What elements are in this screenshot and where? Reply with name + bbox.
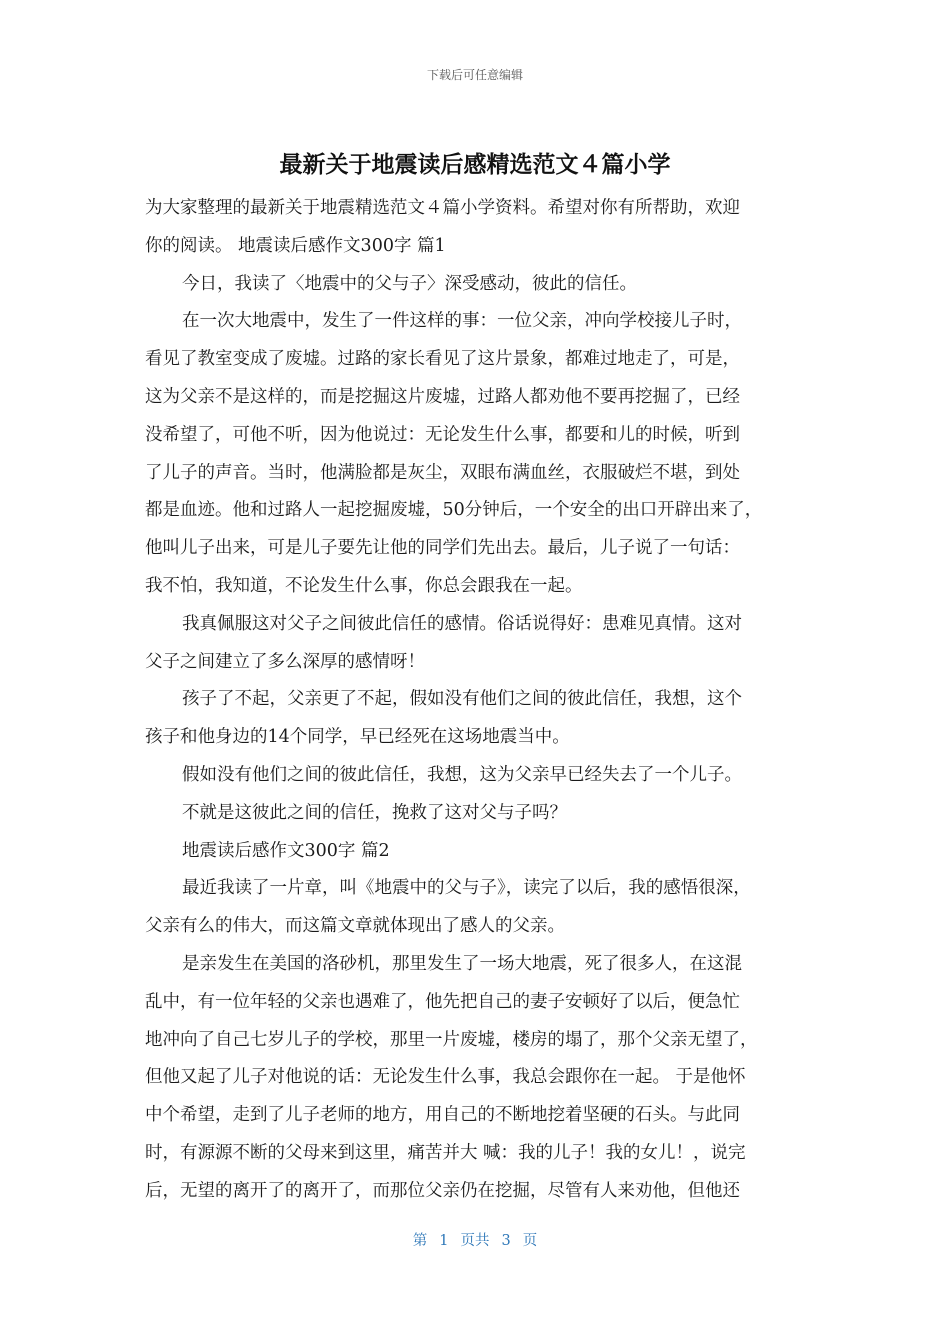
text-line: 后，无望的离开了的离开了，而那位父亲仍在挖掘，尽管有人来劝他，但他还: [145, 1180, 740, 1201]
text-line: 父亲有么的伟大，而这篇文章就体现出了感人的父亲。: [145, 916, 565, 937]
footer-middle: 页共: [460, 1233, 490, 1249]
text-line: 为大家整理的最新关于地震精选范文４篇小学资料。希望对你有所帮助，欢迎: [145, 198, 740, 218]
text-line: 我不怕，我知道，不论发生什么事，你总会跟我在一起。: [145, 575, 583, 596]
text-line: 但他又起了儿子对他说的话：无论发生什么事，我总会跟你在一起。 于是他怀: [145, 1067, 746, 1088]
document-body: [145, 190, 811, 1211]
text-line: 父子之间建立了多么深厚的感情呀！: [145, 651, 425, 672]
page-footer: [0, 1229, 950, 1250]
text-line: 你的阅读。 地震读后感作文300字 篇1: [145, 235, 446, 256]
text-line: 地震读后感作文300字 篇2: [182, 840, 390, 861]
text-line: 了儿子的声音。当时，他满脸都是灰尘，双眼布满血丝，衣服破烂不堪，到处: [145, 462, 740, 483]
text-line: 假如没有他们之间的彼此信任，我想，这为父亲早已经失去了一个儿子。: [182, 764, 742, 785]
text-line: 最近我读了一片章，叫《地震中的父与子》，读完了以后，我的感悟很深，: [182, 878, 751, 899]
header-note: 下载后可任意编辑: [426, 68, 523, 82]
footer-suffix: 页: [522, 1233, 538, 1249]
text-line: 时，有源源不断的父母来到这里，痛苦并大 喊：我的儿子！我的女儿！，说完: [145, 1142, 746, 1163]
text-line: 孩子了不起，父亲更了不起，假如没有他们之间的彼此信任，我想，这个: [182, 689, 742, 710]
text-line: 孩子和他身边的14个同学，早已经死在这场地震当中。: [145, 727, 570, 748]
text-line: 中个希望，走到了儿子老师的地方，用自己的不断地挖着坚硬的石头。与此同: [145, 1105, 740, 1126]
text-line: 今日，我读了〈地震中的父与子〉深受感动，彼此的信任。: [182, 273, 637, 294]
footer-prefix: 第: [412, 1233, 428, 1249]
footer-total-pages: 3: [501, 1233, 511, 1249]
text-line: 乱中，有一位年轻的父亲也遇难了，他先把自己的妻子安顿好了以后，便急忙: [145, 991, 740, 1012]
text-line: 这为父亲不是这样的，而是挖掘这片废墟，过路人都劝他不要再挖掘了，已经: [145, 386, 740, 407]
document-title: 最新关于地震读后感精选范文４篇小学: [279, 152, 671, 178]
footer-current-page: 1: [439, 1233, 449, 1249]
text-line: 没希望了，可他不听，因为他说过：无论发生什么事，都要和儿的时候，听到: [145, 424, 740, 445]
text-line: 都是血迹。他和过路人一起挖掘废墟，50分钟后，一个安全的出口开辟出来了，: [145, 500, 763, 521]
text-line: 在一次大地震中，发生了一件这样的事：一位父亲，冲向学校接儿子时，: [182, 311, 742, 332]
text-line: 地冲向了自己七岁儿子的学校，那里一片废墟，楼房的塌了，那个父亲无望了，: [145, 1029, 758, 1050]
text-line: 我真佩服这对父子之间彼此信任的感情。俗话说得好：患难见真情。这对: [182, 613, 742, 634]
text-line: 不就是这彼此之间的信任，挽救了这对父与子吗？: [182, 802, 567, 823]
text-line: 是亲发生在美国的洛砂机，那里发生了一场大地震，死了很多人，在这混: [182, 953, 742, 974]
text-line: 他叫儿子出来，可是儿子要先让他的同学们先出去。最后，儿子说了一句话：: [145, 538, 740, 559]
text-line: 看见了教室变成了废墟。过路的家长看见了这片景象，都难过地走了，可是，: [145, 349, 740, 370]
